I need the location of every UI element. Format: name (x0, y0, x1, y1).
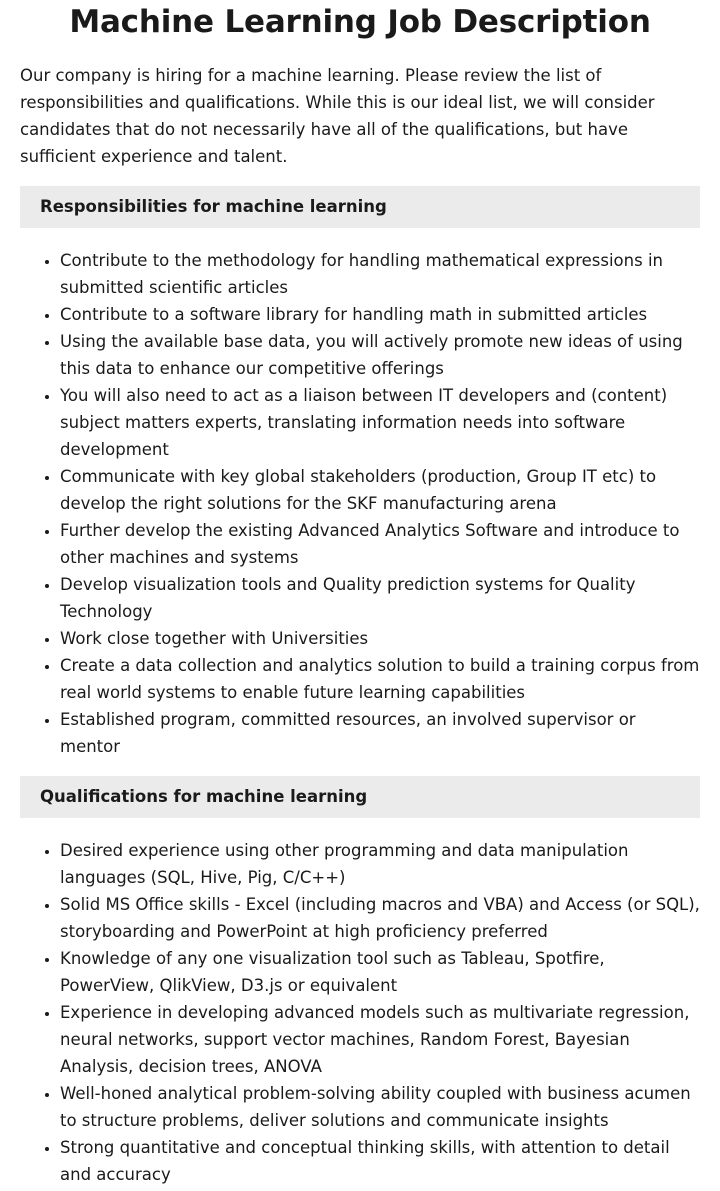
list-item: • Contribute to the methodology for handling mathematical expressions in submitted scientific articles (60, 247, 700, 301)
qualifications-list (20, 837, 700, 1188)
list-item: • Develop visualization tools and Quality prediction systems for Quality Technology (60, 571, 700, 625)
list-item: • Solid MS Office skills - Excel (including macros and VBA) and Access (or SQL), storyboarding and PowerPoint at high proficiency preferred (60, 891, 700, 945)
list-item: • Using the available base data, you will actively promote new ideas of using this data to enhance our competitive offerings (60, 328, 700, 382)
page-title: Machine Learning Job Description (69, 4, 651, 40)
list-item: • Knowledge of any one visualization tool such as Tableau, Spotfire, PowerView, QlikView, D3.js or equivalent (60, 945, 700, 999)
list-item: • Communicate with key global stakeholders (production, Group IT etc) to develop the right solutions for the SKF manufacturing arena (60, 463, 700, 517)
list-item: • Strong quantitative and conceptual thinking skills, with attention to detail and accuracy (60, 1134, 700, 1188)
intro-paragraph: Our company is hiring for a machine learning. Please review the list of responsibilities and qualifications. While this is our ideal list, we will consider candidates that do not necessarily have all of the qualifications, but have sufficient experience and talent. (20, 66, 655, 166)
list-item: • Experience in developing advanced models such as multivariate regression, neural networks, support vector machines, Random Forest, Bayesian Analysis, decision trees, ANOVA (60, 999, 700, 1080)
list-item: • Work close together with Universities (60, 625, 700, 652)
list-item: • Further develop the existing Advanced Analytics Software and introduce to other machines and systems (60, 517, 700, 571)
list-item: • Contribute to a software library for handling math in submitted articles (60, 301, 700, 328)
list-item: • Established program, committed resources, an involved supervisor or mentor (60, 706, 700, 760)
list-item: • Well-honed analytical problem-solving ability coupled with business acumen to structure problems, deliver solutions and communicate insights (60, 1080, 700, 1134)
qualifications-heading: Qualifications for machine learning (20, 776, 700, 818)
list-item: • Create a data collection and analytics solution to build a training corpus from real world systems to enable future learning capabilities (60, 652, 700, 706)
responsibilities-heading: Responsibilities for machine learning (20, 186, 700, 228)
list-item: • You will also need to act as a liaison between IT developers and (content) subject matters experts, translating information needs into software development (60, 382, 700, 463)
list-item: • Desired experience using other programming and data manipulation languages (SQL, Hive, Pig, C/C++) (60, 837, 700, 891)
responsibilities-list (20, 247, 700, 760)
